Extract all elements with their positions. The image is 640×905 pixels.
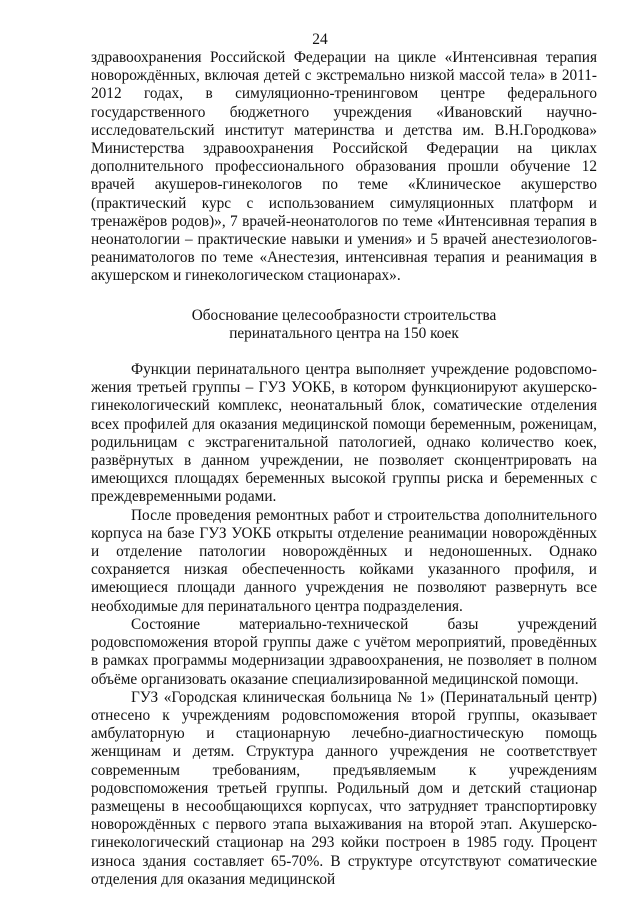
section-heading-line-1: Обоснование целесообразности строительства <box>191 306 497 324</box>
page-number: 24 <box>312 31 328 48</box>
paragraph-perinatal-functions: Функции перинатального центра выполняет учреждение родовспоможения третьей группы – ГУЗ УОКБ, в котором функционируют акушерско-гинекологический комплекс, неонатальный блок, соматические отделения всех профилей для оказания медицинской помощи беременным, роженицам, родильницам с экстрагенитальной патологией, однако количество коек, развёрнутых в данном учреждении, не позволяет сконцентрировать на имеющихся площадях беременных высокой группы риска и беременных с преждевременными родами. <box>91 361 597 506</box>
document-body <box>91 49 597 889</box>
section-heading-line-2: перинатального центра на 150 коек <box>229 324 459 342</box>
paragraph-city-hospital: ГУЗ «Городская клиническая больница № 1» (Перинатальный центр) отнесено к учреждениям родовспоможения второй группы, оказывает амбулаторную и стационарную лечебно-диагностическую помощь женщинам и детям. Структура данного учреждения не соответствует современным требованиям, предъявляемым к учреждениям родовспоможения третьей группы. Родильный дом и детский стационар размещены в несообщающихся корпусах, что затрудняет транспортировку новорождённых с первого этапа выхаживания на второй этап. Акушерско-гинекологический стационар на 293 койки построен в 1985 году. Процент износа здания составляет 65-70%. В структуре отсутствуют соматические отделения для оказания медицинской <box>91 688 597 888</box>
paragraph-continuation: здравоохранения Российской Федерации на цикле «Интенсивная терапия новорождённых, включая детей с экстремально низкой массой тела» в 2011-2012 годах, в симуляционно-тренинговом центре федерального государственного бюджетного учреждения «Ивановский научно-исследовательский институт материнства и детства им. В.Н.Городкова» Министерства здравоохранения Российской Федерации на циклах дополнительного профессионального образования прошли обучение 12 врачей акушеров-гинекологов по теме «Клиническое акушерство (практический курс с использованием симуляционных платформ и тренажёров родов)», 7 врачей-неонатологов по теме «Интенсивная терапия в неонатологии – практические навыки и умения» и 5 врачей анестезиологов-реаниматологов по теме «Анестезия, интенсивная терапия и реанимация в акушерском и гинекологическом стационарах». <box>91 49 597 285</box>
paragraph-material-base: Состояние материально-технической базы учреждений родовспоможения второй группы даже с учётом мероприятий, проведённых в рамках программы модернизации здравоохранения, не позволяет в полном объёме организовать оказание специализированной медицинской помощи. <box>91 615 597 688</box>
paragraph-repairs: После проведения ремонтных работ и строительства дополнительного корпуса на базе ГУЗ УОКБ открыты отделение реанимации новорождённых и отделение патологии новорождённых и недоношенных. Однако сохраняется низкая обеспеченность койками указанного профиля, и имеющиеся площади данного учреждения не позволяют развернуть все необходимые для перинатального центра подразделения. <box>91 506 597 615</box>
